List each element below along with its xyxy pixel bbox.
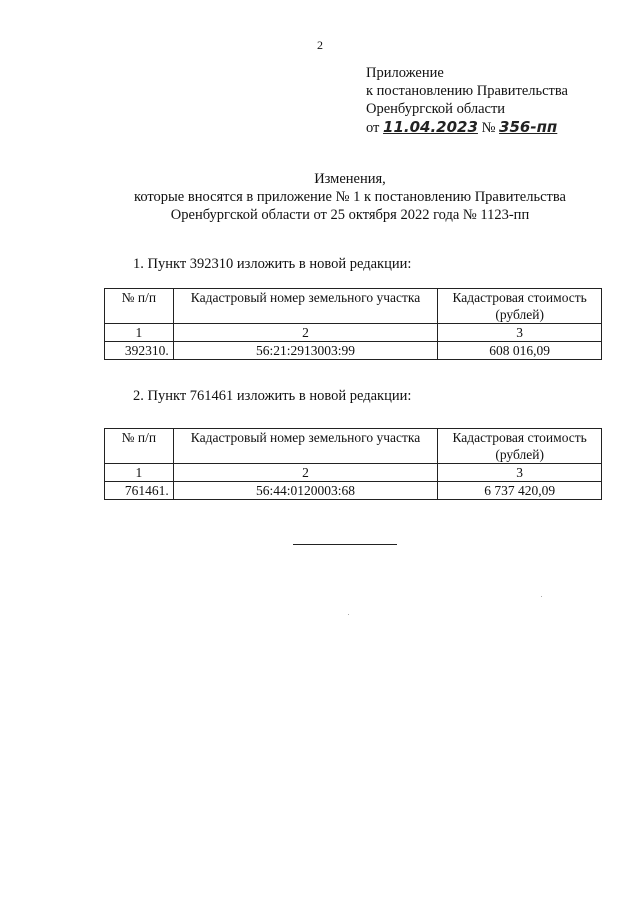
table-header-row	[105, 289, 602, 324]
appendix-date-line	[366, 118, 568, 137]
appendix-line3: Оренбургской области	[366, 101, 506, 117]
title-line2: которые вносятся в приложение № 1 к постановлению Правительства	[134, 189, 566, 205]
table-numbering-row	[105, 464, 602, 482]
numbering-cell: 2	[173, 324, 438, 342]
appendix-block	[366, 64, 568, 137]
section-1-heading: 1. Пункт 392310 изложить в новой редакции:	[133, 256, 412, 272]
title-line3: Оренбургской области от 25 октября 2022 года № 1123-пп	[170, 207, 530, 223]
numbering-cell: 2	[173, 464, 438, 482]
section-2-heading: 2. Пункт 761461 изложить в новой редакции:	[133, 388, 412, 404]
title-line1: Изменения,	[314, 171, 386, 187]
header-cell-cadastral-number: Кадастровый номер земельного участка	[173, 289, 438, 324]
header-cell-cadastral-value: Кадастровая стоимость (рублей)	[438, 429, 602, 464]
row-cadastral-value: 608 016,09	[438, 342, 602, 360]
date-prefix: от	[366, 120, 380, 136]
row-item-number: 761461.	[105, 482, 174, 500]
numbering-cell: 1	[105, 464, 174, 482]
scan-speck	[348, 614, 349, 615]
scan-speck	[541, 596, 542, 597]
numbering-cell: 1	[105, 324, 174, 342]
table-header-row	[105, 429, 602, 464]
row-item-number: 392310.	[105, 342, 174, 360]
number-prefix: №	[481, 120, 496, 136]
handwritten-date: 11.04.2023	[383, 118, 478, 136]
section-1-table	[104, 288, 602, 360]
row-cadastral-value: 6 737 420,09	[438, 482, 602, 500]
numbering-cell: 3	[438, 324, 602, 342]
end-separator-line	[293, 544, 397, 545]
header-cell-number: № п/п	[105, 289, 174, 324]
table-row	[105, 342, 602, 360]
header-cell-number: № п/п	[105, 429, 174, 464]
appendix-line1: Приложение	[366, 65, 444, 81]
appendix-line2: к постановлению Правительства	[366, 83, 568, 99]
page-number: 2	[317, 38, 323, 52]
row-cadastral-number: 56:44:0120003:68	[173, 482, 438, 500]
table-numbering-row	[105, 324, 602, 342]
row-cadastral-number: 56:21:2913003:99	[173, 342, 438, 360]
header-cell-cadastral-value: Кадастровая стоимость (рублей)	[438, 289, 602, 324]
section-2-table	[104, 428, 602, 500]
document-title	[0, 170, 640, 224]
table-row	[105, 482, 602, 500]
handwritten-number: 356-пп	[499, 118, 558, 136]
header-cell-cadastral-number: Кадастровый номер земельного участка	[173, 429, 438, 464]
numbering-cell: 3	[438, 464, 602, 482]
